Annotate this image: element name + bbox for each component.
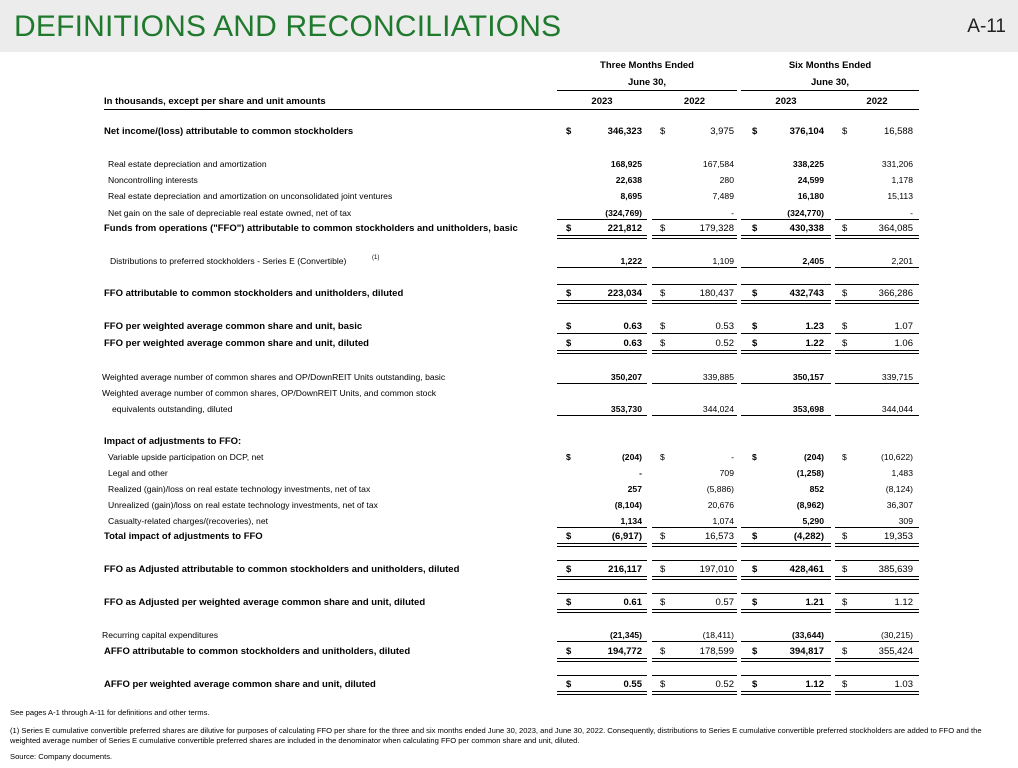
double-underline — [741, 576, 831, 580]
value-cell: 1.23 — [805, 321, 824, 332]
value-cell: 2,201 — [891, 256, 913, 266]
value-cell: 167,584 — [702, 159, 734, 169]
double-underline — [652, 350, 737, 354]
value-cell: 16,573 — [704, 531, 734, 542]
currency-symbol: $ — [752, 679, 758, 690]
overline — [741, 284, 831, 285]
value-cell: (324,769) — [605, 208, 642, 218]
footnote-1: (1) Series E cumulative convertible preferred shares are dilutive for purposes of calculating FFO per share for the three and six months ended June 30, 2023, and June 30, 2022. Consequently, distributions to Series E cumulative convertible preferred stockholders are added to FFO and the weighted average number of Series E cumulative convertible preferred shares are included in the denominator when calculating FFO per common share and unit, diluted. — [10, 726, 982, 745]
currency-symbol: $ — [566, 321, 572, 332]
underline — [741, 527, 831, 528]
value-cell: 15,113 — [887, 191, 913, 201]
double-underline — [835, 300, 919, 304]
row-label: Funds from operations ("FFO") attributable to common stockholders and unitholders, basic — [104, 223, 518, 234]
overline — [741, 675, 831, 676]
double-underline — [741, 691, 831, 695]
row-label: Real estate depreciation and amortization on unconsolidated joint ventures — [108, 191, 393, 201]
underline — [741, 641, 831, 642]
currency-symbol: $ — [842, 646, 848, 657]
double-underline — [557, 576, 647, 580]
value-cell: 344,044 — [881, 404, 913, 414]
currency-symbol: $ — [660, 452, 665, 462]
row-label: Noncontrolling interests — [108, 175, 198, 185]
col-2023-s: 2023 — [775, 96, 797, 107]
currency-symbol: $ — [752, 338, 758, 349]
overline — [557, 284, 647, 285]
double-underline — [557, 235, 647, 239]
underline — [835, 267, 919, 268]
currency-symbol: $ — [842, 321, 848, 332]
underline — [741, 333, 831, 334]
currency-symbol: $ — [660, 679, 666, 690]
value-cell: 1.21 — [805, 597, 824, 608]
currency-symbol: $ — [752, 126, 758, 137]
overline — [652, 284, 737, 285]
double-underline — [835, 609, 919, 613]
double-underline — [741, 543, 831, 547]
value-cell: 430,338 — [789, 223, 824, 234]
value-cell: 24,599 — [797, 175, 824, 185]
currency-symbol: $ — [660, 597, 666, 608]
underline — [652, 383, 737, 384]
row-label: Total impact of adjustments to FFO — [104, 531, 263, 542]
currency-symbol: $ — [566, 288, 572, 299]
value-cell: 353,698 — [792, 404, 824, 414]
value-cell: 3,975 — [710, 126, 734, 137]
value-cell: 709 — [719, 468, 734, 478]
double-underline — [557, 691, 647, 695]
value-cell: (21,345) — [609, 630, 642, 640]
currency-symbol: $ — [752, 452, 757, 462]
value-cell: 350,207 — [610, 372, 642, 382]
value-cell: 1.07 — [894, 321, 913, 332]
value-cell: 0.52 — [715, 679, 734, 690]
value-cell: 0.63 — [623, 321, 642, 332]
value-cell: 0.53 — [715, 321, 734, 332]
value-cell: 197,010 — [699, 564, 734, 575]
double-underline — [652, 576, 737, 580]
row-label: FFO per weighted average common share and unit, diluted — [104, 338, 369, 349]
double-underline — [835, 576, 919, 580]
row-label: Weighted average number of common shares and OP/DownREIT Units outstanding, basic — [102, 372, 446, 382]
value-cell: 1.03 — [894, 679, 913, 690]
value-cell: 385,639 — [878, 564, 913, 575]
underline — [835, 415, 919, 416]
double-underline — [835, 658, 919, 662]
value-cell: 1,178 — [891, 175, 913, 185]
row-label: Impact of adjustments to FFO: — [104, 436, 242, 447]
value-cell: 179,328 — [699, 223, 734, 234]
double-underline — [557, 300, 647, 304]
value-cell: 19,353 — [883, 531, 913, 542]
value-cell: 0.61 — [623, 597, 642, 608]
value-cell: 428,461 — [789, 564, 824, 575]
value-cell: 338,225 — [792, 159, 824, 169]
underline — [835, 641, 919, 642]
value-cell: 0.57 — [715, 597, 734, 608]
value-cell: 0.52 — [715, 338, 734, 349]
value-cell: 0.63 — [623, 338, 642, 349]
double-underline — [741, 300, 831, 304]
row-label: Unrealized (gain)/loss on real estate technology investments, net of tax — [108, 500, 378, 510]
value-cell: 257 — [627, 484, 642, 494]
double-underline — [557, 543, 647, 547]
underline — [652, 267, 737, 268]
underline — [557, 267, 647, 268]
row-label: Realized (gain)/loss on real estate technology investments, net of tax — [108, 484, 371, 494]
double-underline — [652, 658, 737, 662]
double-underline — [835, 350, 919, 354]
double-underline — [741, 609, 831, 613]
currency-symbol: $ — [752, 223, 758, 234]
value-cell: 22,638 — [615, 175, 642, 185]
header-six-months-sub: June 30, — [810, 77, 850, 88]
currency-symbol: $ — [752, 564, 758, 575]
double-underline — [557, 350, 647, 354]
value-cell: (324,770) — [787, 208, 824, 218]
value-cell: 331,206 — [881, 159, 913, 169]
double-underline — [652, 609, 737, 613]
underline — [835, 383, 919, 384]
value-cell: (204) — [621, 452, 642, 462]
col-2022-s: 2022 — [866, 96, 888, 107]
double-underline — [652, 300, 737, 304]
row-label: Net gain on the sale of depreciable real estate owned, net of tax — [108, 208, 352, 218]
currency-symbol: $ — [752, 288, 758, 299]
footnote-see-pages: See pages A-1 through A-11 for definitions and other terms. — [10, 708, 210, 717]
currency-symbol: $ — [752, 597, 758, 608]
value-cell: 432,743 — [789, 288, 824, 299]
currency-symbol: $ — [842, 338, 848, 349]
currency-symbol: $ — [660, 126, 666, 137]
value-cell: 20,676 — [707, 500, 734, 510]
value-cell: 364,085 — [878, 223, 913, 234]
currency-symbol: $ — [752, 321, 758, 332]
value-cell: 7,489 — [712, 191, 734, 201]
currency-symbol: $ — [660, 646, 666, 657]
row-label: AFFO per weighted average common share and unit, diluted — [104, 679, 376, 690]
footnote-source: Source: Company documents. — [10, 752, 113, 761]
value-cell: 8,695 — [620, 191, 642, 201]
currency-symbol: $ — [566, 452, 571, 462]
underline — [741, 383, 831, 384]
row-label: FFO as Adjusted attributable to common stockholders and unitholders, diluted — [104, 564, 460, 575]
underline — [652, 333, 737, 334]
overline — [652, 675, 737, 676]
currency-symbol: $ — [566, 646, 572, 657]
overline — [741, 560, 831, 561]
currency-symbol: $ — [842, 564, 848, 575]
page-number: A-11 — [967, 16, 1006, 37]
value-cell: 36,307 — [886, 500, 913, 510]
value-cell: (5,886) — [706, 484, 734, 494]
footnote-marker-wrap — [372, 255, 379, 267]
double-underline — [741, 658, 831, 662]
value-cell: 355,424 — [878, 646, 913, 657]
row-label: Net income/(loss) attributable to common stockholders — [104, 126, 354, 137]
underline — [741, 267, 831, 268]
currency-symbol: $ — [566, 679, 572, 690]
value-cell: 344,024 — [702, 404, 734, 414]
currency-symbol: $ — [566, 531, 572, 542]
footnote-marker: (1) — [372, 255, 380, 261]
header-six-months: Six Months Ended — [788, 60, 872, 71]
double-underline — [557, 658, 647, 662]
double-underline — [835, 543, 919, 547]
value-cell: 1.22 — [805, 338, 824, 349]
value-cell: 346,323 — [607, 126, 642, 137]
underline — [652, 527, 737, 528]
value-cell: (204) — [803, 452, 824, 462]
value-cell: (4,282) — [793, 531, 824, 542]
header-three-months-sub: June 30, — [627, 77, 667, 88]
underline — [557, 333, 647, 334]
underline — [557, 219, 647, 220]
value-cell: 339,885 — [702, 372, 734, 382]
row-label: Real estate depreciation and amortization — [108, 159, 267, 169]
underline — [741, 219, 831, 220]
value-cell: 280 — [719, 175, 734, 185]
value-cell: 0.55 — [623, 679, 642, 690]
value-cell: 16,180 — [797, 191, 824, 201]
overline — [557, 593, 647, 594]
row-label: Recurring capital expenditures — [102, 630, 219, 640]
value-cell: 16,588 — [883, 126, 913, 137]
currency-symbol: $ — [566, 338, 572, 349]
row-label: FFO attributable to common stockholders and unitholders, diluted — [104, 288, 404, 299]
currency-symbol: $ — [842, 126, 848, 137]
overline — [652, 593, 737, 594]
value-cell: 1,134 — [620, 516, 642, 526]
overline — [835, 284, 919, 285]
value-cell: 366,286 — [878, 288, 913, 299]
value-cell: 1.12 — [894, 597, 913, 608]
overline — [835, 593, 919, 594]
double-underline — [557, 609, 647, 613]
double-underline — [741, 350, 831, 354]
value-cell: 1,222 — [620, 256, 642, 266]
row-label: Weighted average number of common shares, OP/DownREIT Units, and common stock — [102, 388, 437, 398]
row-label: Distributions to preferred stockholders - Series E (Convertible) — [110, 256, 347, 266]
underline — [741, 415, 831, 416]
value-cell: 194,772 — [607, 646, 642, 657]
value-cell: 309 — [898, 516, 913, 526]
currency-symbol: $ — [842, 679, 848, 690]
value-cell: 376,104 — [789, 126, 824, 137]
underline — [652, 641, 737, 642]
underline — [835, 527, 919, 528]
value-cell: 221,812 — [607, 223, 642, 234]
page-title: DEFINITIONS AND RECONCILIATIONS — [14, 10, 562, 43]
value-cell: 339,715 — [881, 372, 913, 382]
value-cell: 168,925 — [610, 159, 642, 169]
value-cell: - — [910, 208, 913, 218]
header-three-months: Three Months Ended — [600, 60, 694, 71]
underline — [557, 415, 647, 416]
value-cell: (18,411) — [702, 630, 734, 640]
value-cell: 852 — [809, 484, 824, 494]
double-underline — [652, 691, 737, 695]
value-cell: - — [639, 468, 642, 478]
double-underline — [652, 543, 737, 547]
overline — [835, 560, 919, 561]
double-underline — [835, 691, 919, 695]
value-cell: 353,730 — [610, 404, 642, 414]
currency-symbol: $ — [842, 288, 848, 299]
value-cell: (6,917) — [611, 531, 642, 542]
currency-symbol: $ — [566, 223, 572, 234]
currency-symbol: $ — [660, 338, 666, 349]
currency-symbol: $ — [566, 597, 572, 608]
value-cell: 1,483 — [891, 468, 913, 478]
row-label: Variable upside participation on DCP, net — [108, 452, 264, 462]
value-cell: 5,290 — [802, 516, 824, 526]
underline — [557, 383, 647, 384]
value-cell: (8,124) — [885, 484, 913, 494]
value-cell: 1.06 — [894, 338, 913, 349]
value-cell: (10,622) — [880, 452, 913, 462]
double-underline — [652, 235, 737, 239]
currency-symbol: $ — [752, 646, 758, 657]
overline — [557, 560, 647, 561]
row-label: FFO per weighted average common share and unit, basic — [104, 321, 363, 332]
currency-symbol: $ — [842, 452, 847, 462]
header-bar — [0, 0, 1018, 52]
overline — [652, 560, 737, 561]
currency-symbol: $ — [566, 126, 572, 137]
currency-symbol: $ — [842, 223, 848, 234]
value-cell: 178,599 — [699, 646, 734, 657]
currency-symbol: $ — [660, 321, 666, 332]
currency-symbol: $ — [660, 223, 666, 234]
value-cell: - — [731, 452, 734, 462]
row-label: Legal and other — [108, 468, 168, 478]
row-label-cont: equivalents outstanding, diluted — [112, 404, 233, 414]
currency-symbol: $ — [660, 564, 666, 575]
value-cell: 180,437 — [699, 288, 734, 299]
value-cell: 1,109 — [712, 256, 734, 266]
value-cell: - — [731, 208, 734, 218]
underline — [835, 333, 919, 334]
overline — [835, 675, 919, 676]
value-cell: (1,258) — [796, 468, 824, 478]
currency-symbol: $ — [842, 531, 848, 542]
value-cell: 1,074 — [712, 516, 734, 526]
currency-symbol: $ — [660, 531, 666, 542]
value-cell: (33,644) — [791, 630, 824, 640]
value-cell: 216,117 — [608, 564, 642, 575]
currency-symbol: $ — [566, 564, 572, 575]
value-cell: 2,405 — [802, 256, 824, 266]
underline — [557, 641, 647, 642]
underline — [652, 415, 737, 416]
currency-symbol: $ — [660, 288, 666, 299]
underline — [835, 219, 919, 220]
underline — [652, 219, 737, 220]
row-label: FFO as Adjusted per weighted average common share and unit, diluted — [104, 597, 426, 608]
underline — [557, 527, 647, 528]
col-2023-q: 2023 — [591, 96, 613, 107]
value-cell: 1.12 — [805, 679, 824, 690]
value-cell: 394,817 — [789, 646, 824, 657]
overline — [557, 675, 647, 676]
currency-symbol: $ — [752, 531, 758, 542]
units-label: In thousands, except per share and unit amounts — [104, 96, 326, 107]
double-underline — [741, 235, 831, 239]
value-cell: 350,157 — [792, 372, 824, 382]
col-2022-q: 2022 — [683, 96, 706, 107]
value-cell: 223,034 — [607, 288, 642, 299]
double-underline — [835, 235, 919, 239]
row-label: AFFO attributable to common stockholders and unitholders, diluted — [104, 646, 411, 657]
currency-symbol: $ — [842, 597, 848, 608]
row-label: Casualty-related charges/(recoveries), net — [108, 516, 269, 526]
overline — [741, 593, 831, 594]
value-cell: (8,962) — [796, 500, 824, 510]
value-cell: (8,104) — [614, 500, 642, 510]
value-cell: (30,215) — [880, 630, 913, 640]
